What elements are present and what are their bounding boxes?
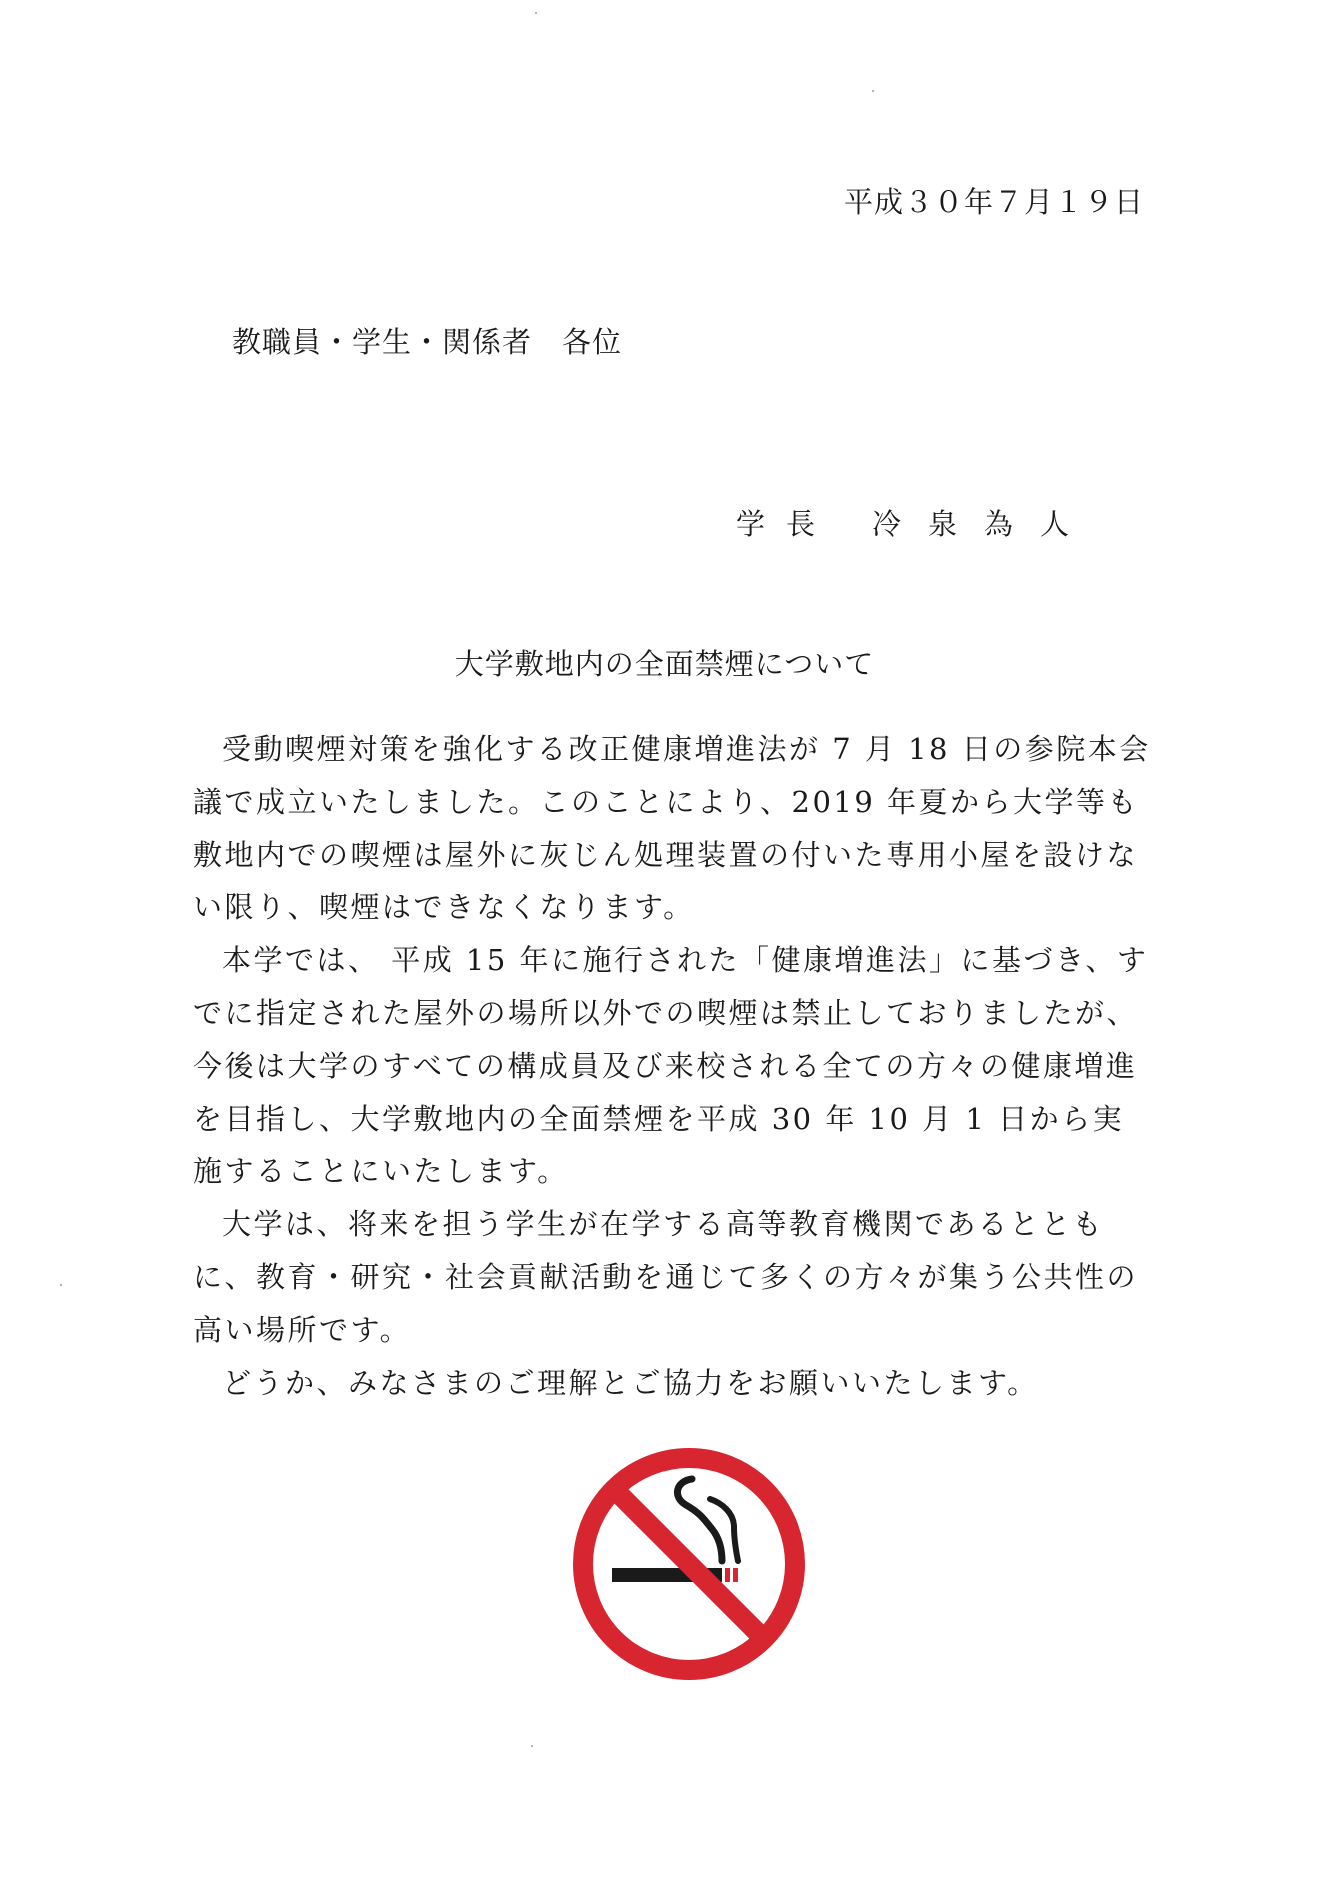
- body-paragraph: 受動喫煙対策を強化する改正健康増進法が 7 月 18 日の参院本会議で成立いたしました。このことにより、2019 年夏から大学等も敷地内での喫煙は屋外に灰じん処理装置の付いた専用小屋を設けない限り、喫煙はできなくなります。: [193, 732, 1151, 925]
- body-paragraph: どうか、みなさまのご理解とご協力をお願いいたします。: [222, 1365, 1039, 1400]
- document-subject: 大学敷地内の全面禁煙について: [454, 647, 875, 681]
- no-smoking-slash: [614, 1489, 764, 1639]
- cigarette-tip-2: [733, 1568, 738, 1582]
- scan-speck: [531, 1745, 533, 1747]
- body-paragraph: 本学では、 平成 15 年に施行された「健康増進法」に基づき、すでに指定された屋外の場所以外での喫煙は禁止しておりましたが、今後は大学のすべての構成員及び来校される全ての方々の健康増進を目指し、大学敷地内の全面禁煙を平成 30 年 10 月 1 日から実施することにいたします。: [193, 943, 1149, 1189]
- body-paragraph: 大学は、将来を担う学生が在学する高等教育機関であるとともに、教育・研究・社会貢献活動を通じて多くの方々が集う公共性の高い場所です。: [193, 1207, 1139, 1347]
- sender-role: 学長: [736, 507, 837, 541]
- scan-speck: [872, 90, 874, 92]
- no-smoking-icon: [572, 1447, 806, 1681]
- document-body: [193, 723, 1153, 1409]
- cigarette-tip-1: [725, 1568, 730, 1582]
- sender-name: 冷泉為人: [872, 507, 1097, 541]
- document-date: 平成３０年７月１９日: [843, 185, 1144, 219]
- scan-speck: [60, 1284, 62, 1286]
- sender-line: [736, 502, 1096, 543]
- recipients-line: 教職員・学生・関係者 各位: [232, 325, 623, 359]
- scan-speck: [535, 12, 537, 14]
